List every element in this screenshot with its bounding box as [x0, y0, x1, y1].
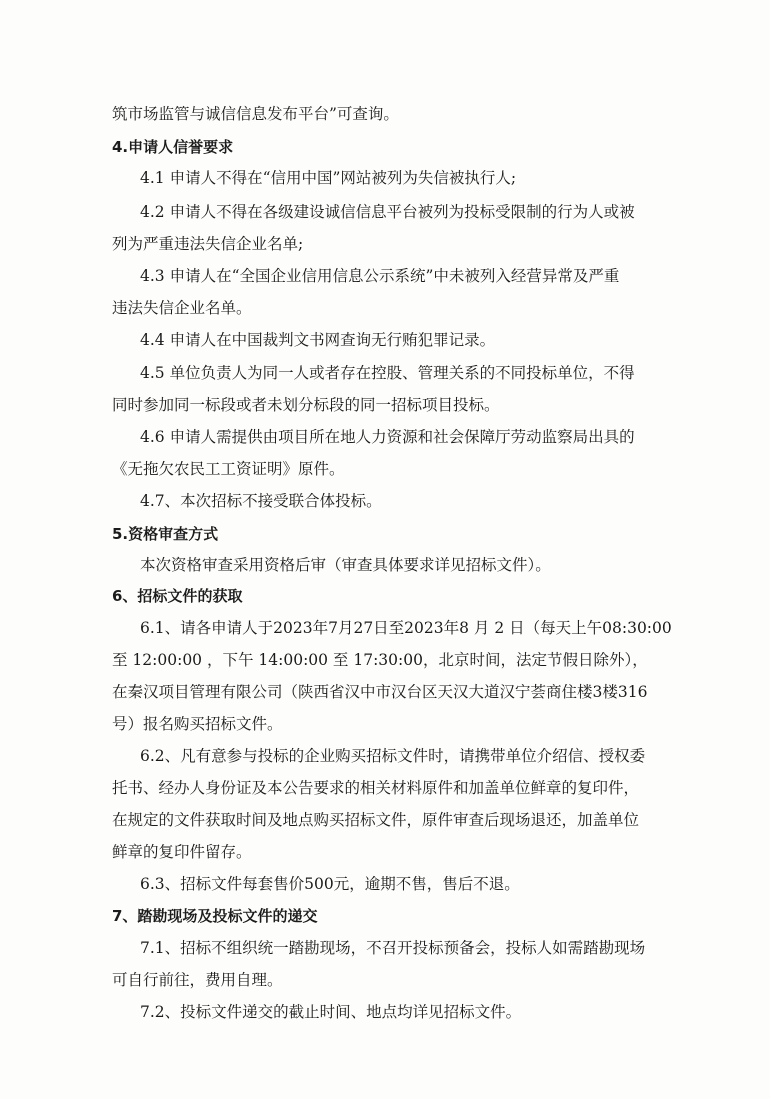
clause-line: 4.2 申请人不得在各级建设诚信信息平台被列为投标受限制的行为人或被	[140, 203, 635, 221]
section-heading: 6、招标文件的获取	[112, 587, 243, 605]
clause-line: 4.1 申请人不得在“信用中国”网站被列为失信被执行人;	[140, 169, 517, 187]
body-line: 在秦汉项目管理有限公司（陕西省汉中市汉台区天汉大道汉宁荟商住楼3楼316	[112, 683, 648, 701]
body-line: 在规定的文件获取时间及地点购买招标文件，原件审查后现场退还，加盖单位	[112, 811, 640, 829]
clause-line: 4.6 申请人需提供由项目所在地人力资源和社会保障厅劳动监察局出具的	[140, 428, 635, 446]
body-line: 《无拖欠农民工工资证明》原件。	[112, 460, 345, 478]
section-heading: 5.资格审查方式	[112, 525, 219, 543]
clause-line: 6.1、请各申请人于2023年7月27日至2023年8 月 2 日（每天上午08:30:00	[140, 619, 672, 637]
clause-line: 4.4 申请人在中国裁判文书网查询无行贿犯罪记录。	[140, 331, 496, 349]
clause-line: 7.2、投标文件递交的截止时间、地点均详见招标文件。	[140, 1003, 522, 1021]
clause-line: 本次资格审查采用资格后审（审查具体要求详见招标文件）。	[140, 556, 551, 574]
body-line: 可自行前往，费用自理。	[112, 971, 283, 989]
body-line: 列为严重违法失信企业名单;	[112, 235, 304, 253]
body-line: 筑市场监管与诚信信息发布平台”可查询。	[112, 105, 399, 123]
body-line: 至 12:00:00 ，下午 14:00:00 至 17:30:00，北京时间，法定节假日除外），	[112, 651, 648, 669]
body-line: 托书、经办人身份证及本公告要求的相关材料原件和加盖单位鲜章的复印件，	[112, 779, 640, 797]
clause-line: 7.1、招标不组织统一踏勘现场，不召开投标预备会，投标人如需踏勘现场	[140, 939, 646, 957]
body-line: 同时参加同一标段或者未划分标段的同一招标项目投标。	[112, 396, 500, 414]
section-heading: 7、踏勘现场及投标文件的递交	[112, 907, 318, 925]
clause-line: 6.2、凡有意参与投标的企业购买招标文件时，请携带单位介绍信、授权委	[140, 747, 646, 765]
body-line: 鲜章的复印件留存。	[112, 843, 252, 861]
body-line: 违法失信企业名单。	[112, 299, 252, 317]
clause-line: 4.3 申请人在“全国企业信用信息公示系统”中未被列入经营异常及严重	[140, 267, 620, 285]
clause-line: 4.5 单位负责人为同一人或者存在控股、管理关系的不同投标单位，不得	[140, 364, 635, 382]
section-heading: 4.申请人信誉要求	[112, 138, 234, 156]
body-line: 号）报名购买招标文件。	[112, 715, 283, 733]
clause-line: 6.3、招标文件每套售价500元，逾期不售，售后不退。	[140, 875, 520, 893]
clause-line: 4.7、本次招标不接受联合体投标。	[140, 492, 382, 510]
